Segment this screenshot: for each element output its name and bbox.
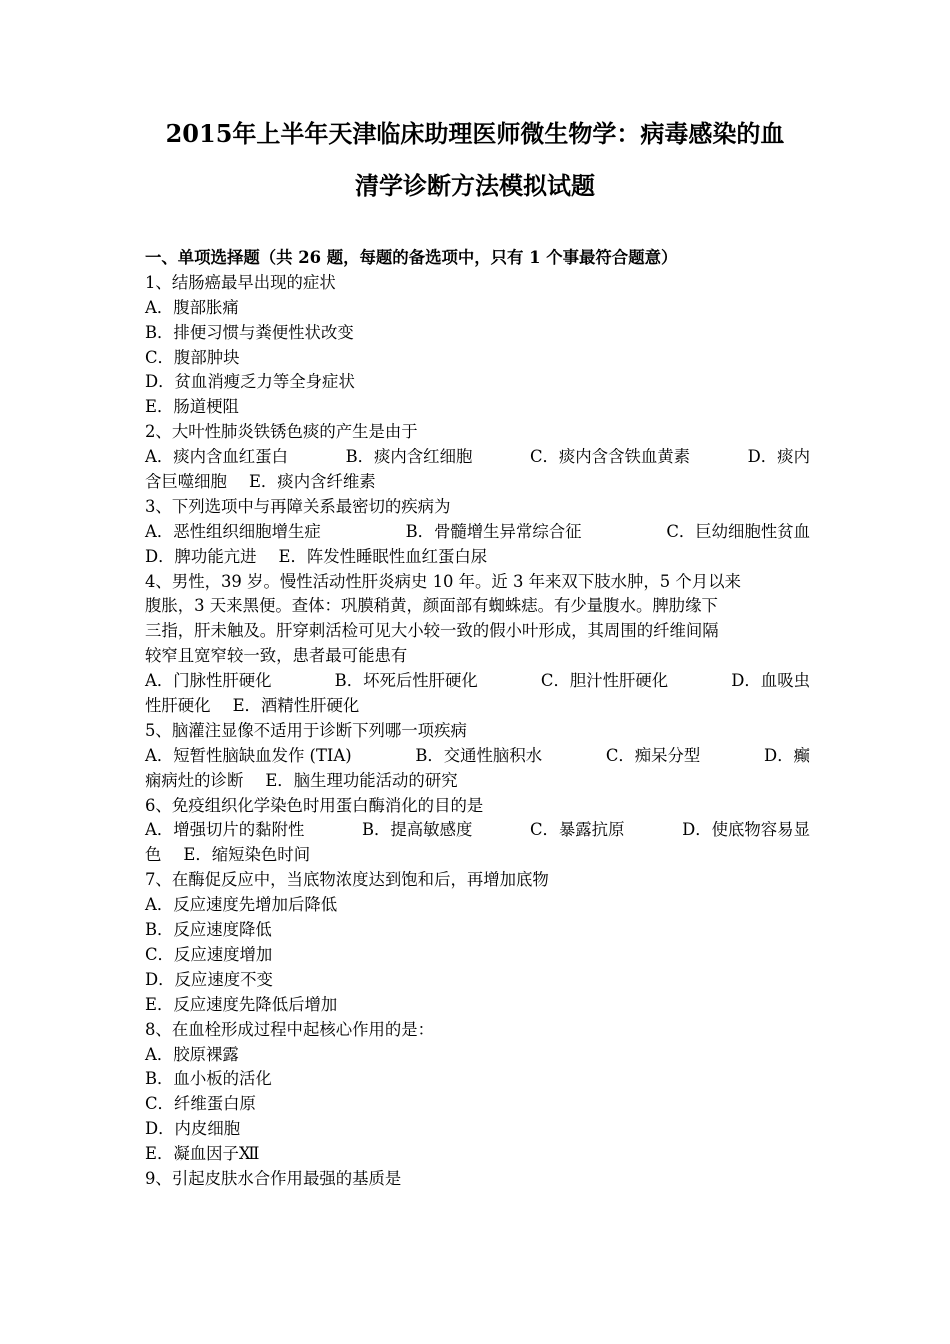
question-4-option-b: B．坏死后性肝硬化 — [334, 671, 478, 691]
question-6-stem: 6、免疫组织化学染色时用蛋白酶消化的目的是 — [145, 795, 484, 815]
question-4-stem-line-2: 腹胀，3 天来黑便。查体：巩膜稍黄，颜面部有蜘蛛痣。有少量腹水。脾肋缘下 — [145, 596, 718, 616]
question-2-option-d-part-2: 含巨噬细胞 — [145, 472, 227, 492]
question-8-stem: 8、在血栓形成过程中起核心作用的是： — [145, 1019, 435, 1039]
question-7-option-b: B．反应速度降低 — [145, 920, 272, 940]
question-1-option-c: C．腹部肿块 — [145, 347, 240, 367]
question-4-option-c: C．胆汁性肝硬化 — [540, 671, 669, 691]
question-3-options-row-2 — [145, 545, 810, 570]
question-7-option-e: E．反应速度先降低后增加 — [145, 994, 338, 1014]
question-1-option-d: D．贫血消瘦乏力等全身症状 — [145, 372, 355, 392]
question-4-options-row-2 — [145, 694, 810, 719]
section-heading: 一、单项选择题（共 26 题，每题的备选项中，只有 1 个事最符合题意） — [145, 248, 678, 267]
question-4-option-e: E．酒精性肝硬化 — [232, 696, 360, 716]
question-5-options-row-1 — [145, 744, 810, 769]
question-8-option-d: D．内皮细胞 — [145, 1119, 241, 1139]
question-8-option-b: B．血小板的活化 — [145, 1069, 272, 1089]
question-3-option-b: B．骨髓增生异常综合征 — [405, 521, 582, 541]
question-5-option-d-part-2: 痫病灶的诊断 — [145, 770, 244, 790]
question-5-option-b: B．交通性脑积水 — [415, 745, 543, 765]
question-7-option-c: C．反应速度增加 — [145, 944, 273, 964]
question-2-options-row-2 — [145, 470, 810, 495]
question-3-option-a: A．恶性组织细胞增生症 — [145, 521, 321, 541]
question-4-option-a: A．门脉性肝硬化 — [145, 671, 272, 691]
document-title-line-2: 清学诊断方法模拟试题 — [355, 171, 595, 200]
question-3-options-row-1 — [145, 520, 810, 545]
question-2-option-e: E．痰内含纤维素 — [248, 472, 376, 492]
question-8-option-e: E．凝血因子Ⅻ — [145, 1144, 260, 1164]
question-4-option-d-part-2: 性肝硬化 — [145, 696, 211, 716]
question-9-stem: 9、引起皮肤水合作用最强的基质是 — [145, 1168, 402, 1188]
question-4-stem-line-4: 较窄且宽窄较一致，患者最可能患有 — [145, 646, 408, 666]
question-6-option-e: E．缩短染色时间 — [183, 845, 311, 865]
question-4-options-row-1 — [145, 669, 810, 694]
question-5-option-c: C．痴呆分型 — [605, 745, 701, 765]
question-2-options-row-1 — [145, 445, 810, 470]
question-6-option-a: A．增强切片的黏附性 — [145, 820, 305, 840]
question-1-option-a: A．腹部胀痛 — [145, 297, 239, 317]
question-4-option-d-part-1: D．血吸虫 — [731, 671, 810, 691]
question-3-option-c: C．巨幼细胞性贫血 — [666, 521, 810, 541]
question-list — [145, 246, 810, 1192]
question-6-options-row-2 — [145, 843, 810, 868]
question-3-option-e: E．阵发性睡眠性血红蛋白尿 — [278, 546, 488, 566]
question-3-stem: 3、下列选项中与再障关系最密切的疾病为 — [145, 496, 451, 516]
question-2-option-b: B．痰内含红细胞 — [345, 447, 473, 467]
question-6-option-c: C．暴露抗原 — [529, 820, 625, 840]
question-7-option-d: D．反应速度不变 — [145, 969, 273, 989]
question-6-option-d-part-2: 色 — [145, 845, 162, 865]
question-1-stem: 1、结肠癌最早出现的症状 — [145, 272, 336, 292]
question-2-option-a: A．痰内含血红蛋白 — [145, 447, 288, 467]
question-2-option-d-part-1: D．痰内 — [747, 447, 810, 467]
question-5-options-row-2 — [145, 769, 810, 794]
question-7-stem: 7、在酶促反应中，当底物浓度达到饱和后，再增加底物 — [145, 870, 549, 890]
question-6-option-b: B．提高敏感度 — [361, 820, 473, 840]
question-3-option-d: D．脾功能亢进 — [145, 546, 257, 566]
question-4-stem-line-3: 三指，肝未触及。肝穿刺活检可见大小较一致的假小叶形成，其周围的纤维间隔 — [145, 621, 719, 641]
question-5-stem: 5、脑灌注显像不适用于诊断下列哪一项疾病 — [145, 720, 467, 740]
question-2-option-c: C．痰内含含铁血黄素 — [529, 447, 691, 467]
question-7-option-a: A．反应速度先增加后降低 — [145, 895, 338, 915]
question-6-options-row-1 — [145, 818, 810, 843]
question-1-option-e: E．肠道梗阻 — [145, 397, 239, 417]
question-5-option-d-part-1: D．癫 — [764, 745, 810, 765]
question-1-option-b: B．排便习惯与粪便性状改变 — [145, 322, 354, 342]
question-5-option-e: E．脑生理功能活动的研究 — [265, 770, 458, 790]
document-title-line-1: 2015年上半年天津临床助理医师微生物学：病毒感染的血 — [165, 119, 785, 148]
question-4-stem-line-1: 4、男性，39 岁。慢性活动性肝炎病史 10 年。近 3 年来双下肢水肿，5 个月以来 — [145, 571, 741, 591]
question-8-option-a: A．胶原裸露 — [145, 1044, 239, 1064]
question-2-stem: 2、大叶性肺炎铁锈色痰的产生是由于 — [145, 422, 418, 442]
question-6-option-d-part-1: D．使底物容易显 — [682, 820, 810, 840]
question-8-option-c: C．纤维蛋白原 — [145, 1094, 256, 1114]
question-5-option-a: A．短暂性脑缺血发作 (TIA) — [145, 745, 352, 765]
